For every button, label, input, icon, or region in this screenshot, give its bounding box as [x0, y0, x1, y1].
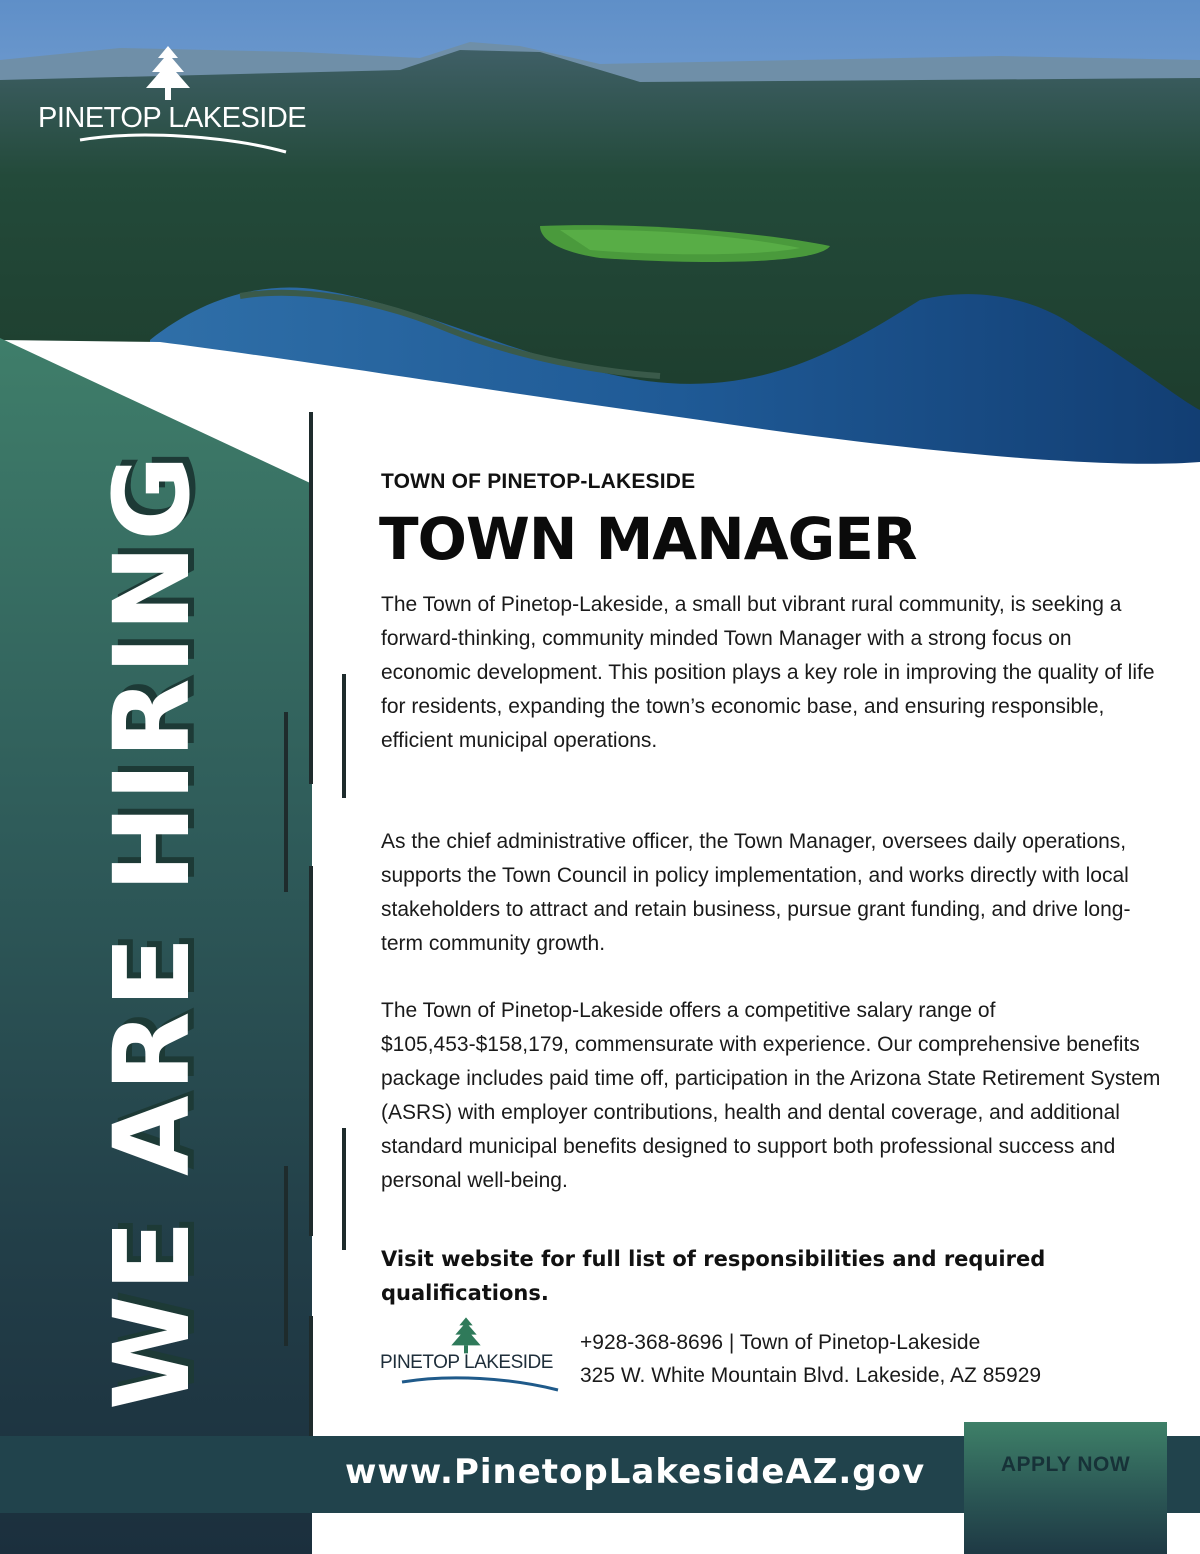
divider-line	[284, 1166, 288, 1346]
logo-swoosh-icon	[78, 132, 288, 154]
logo-wordmark: PINETOP LAKESIDE	[380, 1352, 553, 1373]
compensation-paragraph: The Town of Pinetop-Lakeside offers a competitive salary range of $105,453-$158,179, commensurate with experience. Our comprehensive benefits package includes paid time off, participation in the Arizona State Retirement System (ASRS) with employer contributions, health and dental coverage, and additional standard municipal benefits designed to support both professional success and personal well-being.	[381, 999, 1161, 1192]
header-logo[interactable]	[38, 44, 308, 154]
divider-line	[309, 866, 313, 1236]
contact-address-line: 325 W. White Mountain Blvd. Lakeside, AZ 85929	[580, 1364, 1042, 1387]
pine-tree-icon	[446, 1316, 486, 1356]
visit-website-note: Visit website for full list of responsibilities and required qualifications.	[381, 1247, 1046, 1305]
divider-line	[309, 1316, 313, 1436]
apply-now-button[interactable]	[964, 1422, 1167, 1554]
divider-line	[284, 712, 288, 892]
website-link[interactable]: www.PinetopLakesideAZ.gov	[345, 1452, 926, 1492]
divider-line	[342, 1128, 346, 1250]
employer-eyebrow: TOWN OF PINETOP-LAKESIDE	[381, 470, 696, 493]
divider-line	[342, 674, 346, 798]
divider-line	[309, 412, 313, 784]
logo-wordmark: PINETOP LAKESIDE	[38, 102, 307, 134]
apply-now-label: APPLY NOW	[1000, 1453, 1131, 1476]
intro-paragraph: The Town of Pinetop-Lakeside, a small but vibrant rural community, is seeking a forward-thinking, community minded Town Manager with a strong focus on economic development. This position plays a key role in improving the quality of life for residents, expanding the town’s economic base, and ensuring responsible, efficient municipal operations.	[381, 593, 1155, 752]
logo-swoosh-icon	[400, 1376, 560, 1392]
contact-phone-line: +928-368-8696 | Town of Pinetop-Lakeside	[580, 1331, 981, 1354]
duties-paragraph: As the chief administrative officer, the Town Manager, oversees daily operations, supports the Town Council in policy implementation, and works directly with local stakeholders to attract and retain business, pursue grant funding, and drive long-term community growth.	[381, 830, 1131, 955]
we-are-hiring-heading: WE ARE HIRING	[91, 451, 213, 1410]
job-title: TOWN MANAGER	[379, 505, 917, 573]
contact-info	[580, 1326, 1041, 1392]
pine-tree-icon	[138, 44, 198, 104]
footer-logo[interactable]	[380, 1316, 560, 1396]
